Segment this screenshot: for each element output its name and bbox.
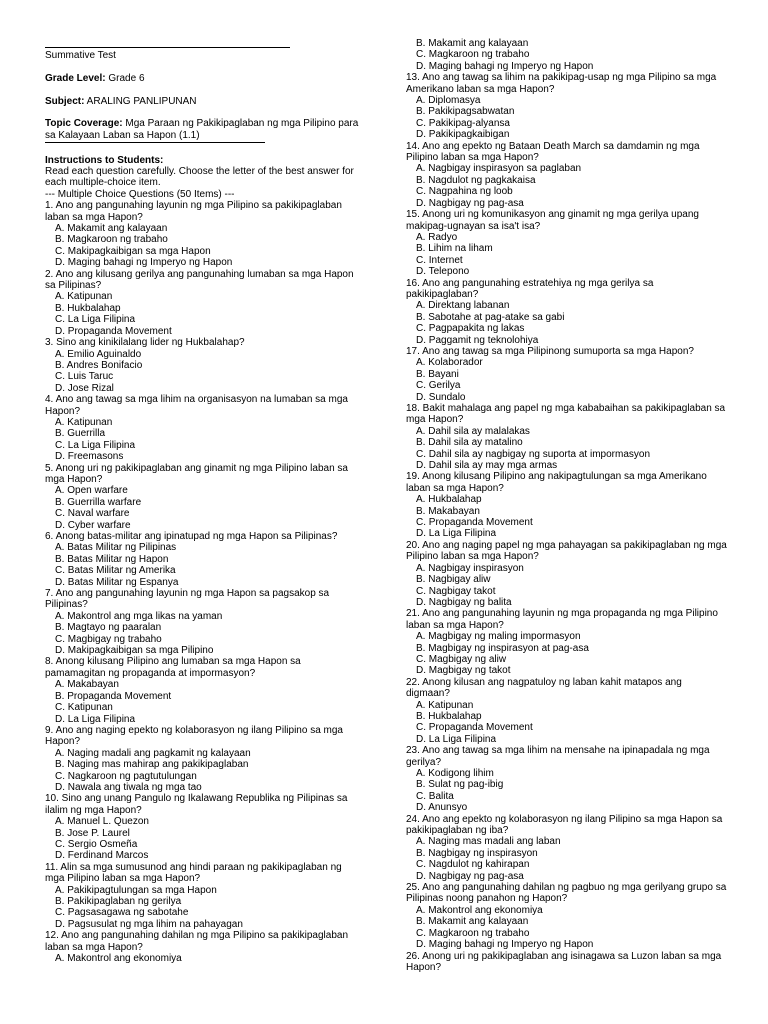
question-12: 12. Ano ang pangunahing dahilan ng mga Pilipino sa pakikipaglaban laban sa mga Hapon? <box>45 930 349 953</box>
question-18-option-a: A. Dahil sila ay malalakas <box>416 425 530 437</box>
question-17-option-a: A. Kolaborador <box>416 357 483 369</box>
question-4-option-a: A. Katipunan <box>55 416 113 428</box>
question-4: 4. Ano ang tawag sa mga lihim na organisasyon na lumaban sa mga Hapon? <box>45 394 348 417</box>
question-15-option-d: D. Telepono <box>416 266 470 278</box>
question-10-option-d: D. Ferdinand Marcos <box>55 850 149 862</box>
question-5-option-b: B. Guerrilla warfare <box>55 496 142 508</box>
question-7-option-c: C. Magbigay ng trabaho <box>55 633 162 645</box>
question-19-option-a: A. Hukbalahap <box>416 494 482 506</box>
question-18-option-b: B. Dahil sila ay matalino <box>416 437 523 449</box>
question-18-option-d: D. Dahil sila ay may mga armas <box>416 460 558 472</box>
question-16: 16. Ano ang pangunahing estratehiya ng mga gerilya sa pakikipaglaban? <box>406 277 654 300</box>
question-21-option-d: D. Magbigay ng takot <box>416 665 511 677</box>
grade-level <box>45 73 363 84</box>
question-20-option-a: A. Nagbigay inspirasyon <box>416 562 524 574</box>
question-1: 1. Ano ang pangunahing layunin ng mga Pilipino sa pakikipaglaban laban sa mga Hapon? <box>45 200 342 223</box>
question-14: 14. Ano ang epekto ng Bataan Death March sa damdamin ng mga Pilipino laban sa mga Hapon? <box>406 140 700 164</box>
question-21-option-a: A. Magbigay ng maling impormasyon <box>416 631 581 643</box>
question-22-option-d: D. La Liga Filipina <box>416 733 497 745</box>
subject-value: ARALING PANLIPUNAN <box>84 95 197 107</box>
question-3: 3. Sino ang kinikilalang lider ng Hukbalahap? <box>45 337 245 349</box>
question-10-option-a: A. Manuel L. Quezon <box>55 816 149 828</box>
question-14-option-c: C. Nagpahina ng loob <box>416 186 513 198</box>
question-3-option-d: D. Jose Rizal <box>55 382 114 394</box>
question-14-option-b: B. Nagdulot ng pagkakaisa <box>416 174 536 186</box>
question-9-option-b: B. Naging mas mahirap ang pakikipaglaban <box>55 759 249 771</box>
question-3-option-a: A. Emilio Aguinaldo <box>55 348 142 360</box>
question-24-option-c: C. Nagdulot ng kahirapan <box>416 859 530 871</box>
question-8: 8. Anong kilusang Pilipino ang lumaban sa mga Hapon sa pamamagitan ng propaganda at impormasyon? <box>45 656 301 679</box>
left-questions <box>45 200 363 964</box>
instructions-heading: Instructions to Students: <box>45 154 164 166</box>
question-24-option-d: D. Nagbigay ng pag-asa <box>416 870 524 882</box>
question-15-option-b: B. Lihim na liham <box>416 243 493 255</box>
question-22-option-c: C. Propaganda Movement <box>416 722 533 734</box>
question-1-option-a: A. Makamit ang kalayaan <box>55 223 168 235</box>
question-13: 13. Ano ang tawag sa lihim na pakikipag-usap ng mga Pilipino sa mga Amerikano laban sa mga Hapon? <box>406 72 717 95</box>
top-rule <box>45 47 290 48</box>
question-8-option-a: A. Makabayan <box>55 679 119 691</box>
question-12-option-b: B. Makamit ang kalayaan <box>416 38 529 49</box>
question-2: 2. Ano ang kilusang gerilya ang pangunahing lumaban sa mga Hapon sa Pilipinas? <box>45 268 354 292</box>
question-19: 19. Anong kilusang Pilipino ang nakipagtulungan sa mga Amerikano laban sa mga Hapon? <box>406 471 707 494</box>
question-4-option-d: D. Freemasons <box>55 451 124 463</box>
question-6-option-c: C. Batas Militar ng Amerika <box>55 565 176 577</box>
question-21-option-b: B. Magbigay ng inspirasyon at pag-asa <box>416 642 589 654</box>
question-5-option-a: A. Open warfare <box>55 485 128 497</box>
subject <box>45 96 363 107</box>
question-3-option-b: B. Andres Bonifacio <box>55 359 143 371</box>
question-15: 15. Anong uri ng komunikasyon ang ginamit ng mga gerilya upang makipag-ugnayan sa isa't isa? <box>406 209 699 232</box>
question-22: 22. Anong kilusan ang nagpatuloy ng laban kahit matapos ang digmaan? <box>406 676 682 700</box>
question-5-option-d: D. Cyber warfare <box>55 519 131 531</box>
question-19-option-b: B. Makabayan <box>416 505 480 517</box>
question-20-option-c: C. Nagbigay takot <box>416 585 496 597</box>
question-19-option-c: C. Propaganda Movement <box>416 517 533 529</box>
question-17-option-b: B. Bayani <box>416 368 459 380</box>
subject-label: Subject: <box>45 95 85 107</box>
question-25: 25. Ano ang pangunahing dahilan ng pagbuo ng mga gerilyang grupo sa Pilipinas noong panahon ng Hapon? <box>406 882 727 905</box>
question-14-option-a: A. Nagbigay inspirasyon sa paglaban <box>416 163 582 175</box>
question-9-option-a: A. Naging madali ang pagkamit ng kalayaan <box>55 747 251 759</box>
left-column <box>45 38 363 964</box>
question-8-option-b: B. Propaganda Movement <box>55 690 172 702</box>
topic-label: Topic Coverage: <box>45 118 123 130</box>
question-15-option-c: C. Internet <box>416 254 463 266</box>
question-25-option-a: A. Makontrol ang ekonomiya <box>416 904 543 916</box>
topic-coverage <box>45 118 363 141</box>
question-14-option-d: D. Nagbigay ng pag-asa <box>416 197 524 209</box>
question-12-option-a: A. Makontrol ang ekonomiya <box>55 953 182 965</box>
question-6: 6. Anong batas-militar ang ipinatupad ng mga Hapon sa Pilipinas? <box>45 531 338 542</box>
grade-label: Grade Level: <box>45 72 106 84</box>
question-13-option-b: B. Pakikipagsabwatan <box>416 106 515 118</box>
question-2-option-b: B. Hukbalahap <box>55 302 121 314</box>
question-20-option-b: B. Nagbigay aliw <box>416 574 491 586</box>
question-9: 9. Ano ang naging epekto ng kolaborasyon ng ilang Pilipino sa mga Hapon? <box>45 724 343 748</box>
question-9-option-d: D. Nawala ang tiwala ng mga tao <box>55 781 202 793</box>
question-20: 20. Ano ang naging papel ng mga pahayagan sa pakikipaglaban ng mga Pilipino laban sa mga Hapon? <box>406 539 727 563</box>
question-24-option-a: A. Naging mas madali ang laban <box>416 836 561 848</box>
question-22-option-a: A. Katipunan <box>416 699 474 711</box>
right-column <box>406 38 728 973</box>
question-6-option-b: B. Batas Militar ng Hapon <box>55 553 169 565</box>
question-1-option-b: B. Magkaroon ng trabaho <box>55 234 168 246</box>
question-11-option-a: A. Pakikipagtulungan sa mga Hapon <box>55 884 217 896</box>
question-26: 26. Anong uri ng pakikipaglaban ang isinagawa sa Luzon laban sa mga Hapon? <box>406 950 722 973</box>
question-25-option-b: B. Makamit ang kalayaan <box>416 916 529 928</box>
question-9-option-c: C. Nagkaroon ng pagtutulungan <box>55 770 197 782</box>
question-16-option-b: B. Sabotahe at pag-atake sa gabi <box>416 311 565 323</box>
question-4-option-b: B. Guerrilla <box>55 428 106 440</box>
grade-value: Grade 6 <box>105 72 145 84</box>
question-5-option-c: C. Naval warfare <box>55 508 130 520</box>
question-25-option-d: D. Maging bahagi ng Imperyo ng Hapon <box>416 939 594 951</box>
question-13-option-a: A. Diplomasya <box>416 95 481 107</box>
question-8-option-d: D. La Liga Filipina <box>55 713 136 725</box>
question-2-option-d: D. Propaganda Movement <box>55 325 172 337</box>
question-20-option-d: D. Nagbigay ng balita <box>416 596 512 608</box>
question-23-option-b: B. Sulat ng pag-ibig <box>416 779 504 791</box>
question-12-option-d: D. Maging bahagi ng Imperyo ng Hapon <box>416 60 594 72</box>
right-questions <box>406 38 728 973</box>
question-7: 7. Ano ang pangunahing layunin ng mga Hapon sa pagsakop sa Pilipinas? <box>45 588 330 611</box>
question-22-option-b: B. Hukbalahap <box>416 710 482 722</box>
section-heading: --- Multiple Choice Questions (50 Items) --- <box>45 188 235 200</box>
question-11-option-c: C. Pagsasagawa ng sabotahe <box>55 907 189 919</box>
question-23-option-c: C. Balita <box>416 790 454 802</box>
question-13-option-c: C. Pakikipag-alyansa <box>416 117 510 129</box>
question-23-option-d: D. Anunsyo <box>416 802 468 814</box>
question-11-option-d: D. Pagsusulat ng mga lihim na pahayagan <box>55 918 243 930</box>
test-title: Summative Test <box>45 50 116 61</box>
question-1-option-c: C. Makipagkaibigan sa mga Hapon <box>55 245 211 257</box>
question-10: 10. Sino ang unang Pangulo ng Ikalawang Republika ng Pilipinas sa ilalim ng mga Hapon? <box>45 793 348 816</box>
question-2-option-a: A. Katipunan <box>55 291 113 303</box>
question-23-option-a: A. Kodigong lihim <box>416 768 494 779</box>
question-11-option-b: B. Pakikipaglaban ng gerilya <box>55 896 182 907</box>
question-6-option-d: D. Batas Militar ng Espanya <box>55 576 179 588</box>
question-24: 24. Ano ang epekto ng kolaborasyon ng ilang Pilipino sa mga Hapon sa pakikipaglaban ng iba? <box>406 813 723 837</box>
question-11: 11. Alin sa mga sumusunod ang hindi paraan ng pakikipaglaban ng mga Pilipino laban sa mga Hapon? <box>45 861 342 885</box>
question-3-option-c: C. Luis Taruc <box>55 371 114 383</box>
question-10-option-c: C. Sergio Osmeña <box>55 838 138 850</box>
instructions-text: Read each question carefully. Choose the letter of the best answer for each multiple-choice item. <box>45 166 354 189</box>
question-15-option-a: A. Radyo <box>416 231 458 243</box>
question-16-option-d: D. Paggamit ng teknolohiya <box>416 334 539 346</box>
question-21-option-c: C. Magbigay ng aliw <box>416 653 507 665</box>
question-17: 17. Ano ang tawag sa mga Pilipinong sumuporta sa mga Hapon? <box>406 345 694 357</box>
question-16-option-c: C. Pagpapakita ng lakas <box>416 323 525 335</box>
question-7-option-a: A. Makontrol ang mga likas na yaman <box>55 610 223 622</box>
question-12-option-c: C. Magkaroon ng trabaho <box>416 49 530 61</box>
question-6-option-a: A. Batas Militar ng Pilipinas <box>55 542 177 554</box>
question-1-option-d: D. Maging bahagi ng Imperyo ng Hapon <box>55 257 233 269</box>
question-18-option-c: C. Dahil sila ay nagbigay ng suporta at impormasyon <box>416 448 651 460</box>
question-7-option-b: B. Magtayo ng paaralan <box>55 622 162 634</box>
question-18: 18. Bakit mahalaga ang papel ng mga kababaihan sa pakikipaglaban sa mga Hapon? <box>406 403 726 426</box>
question-13-option-d: D. Pakikipagkaibigan <box>416 129 510 141</box>
question-8-option-c: C. Katipunan <box>55 702 113 714</box>
question-19-option-d: D. La Liga Filipina <box>416 528 497 540</box>
question-17-option-d: D. Sundalo <box>416 391 466 403</box>
question-2-option-c: C. La Liga Filipina <box>55 314 136 326</box>
topic-value: Mga Paraan ng Pakikipaglaban ng mga Pilipino para sa Kalayaan Laban sa Hapon (1.1) <box>45 118 359 141</box>
question-16-option-a: A. Direktang labanan <box>416 300 510 312</box>
question-5: 5. Anong uri ng pakikipaglaban ang ginamit ng mga Pilipino laban sa mga Hapon? <box>45 462 348 485</box>
question-7-option-d: D. Makipagkaibigan sa mga Pilipino <box>55 645 214 657</box>
question-23: 23. Ano ang tawag sa mga lihim na mensahe na ipinapadala ng mga gerilya? <box>406 745 710 768</box>
question-24-option-b: B. Nagbigay ng inspirasyon <box>416 847 538 859</box>
question-25-option-c: C. Magkaroon ng trabaho <box>416 927 530 939</box>
question-10-option-b: B. Jose P. Laurel <box>55 827 130 839</box>
question-17-option-c: C. Gerilya <box>416 380 461 392</box>
question-21: 21. Ano ang pangunahing layunin ng mga propaganda ng mga Pilipino laban sa mga Hapon? <box>406 608 718 631</box>
question-4-option-c: C. La Liga Filipina <box>55 439 136 451</box>
